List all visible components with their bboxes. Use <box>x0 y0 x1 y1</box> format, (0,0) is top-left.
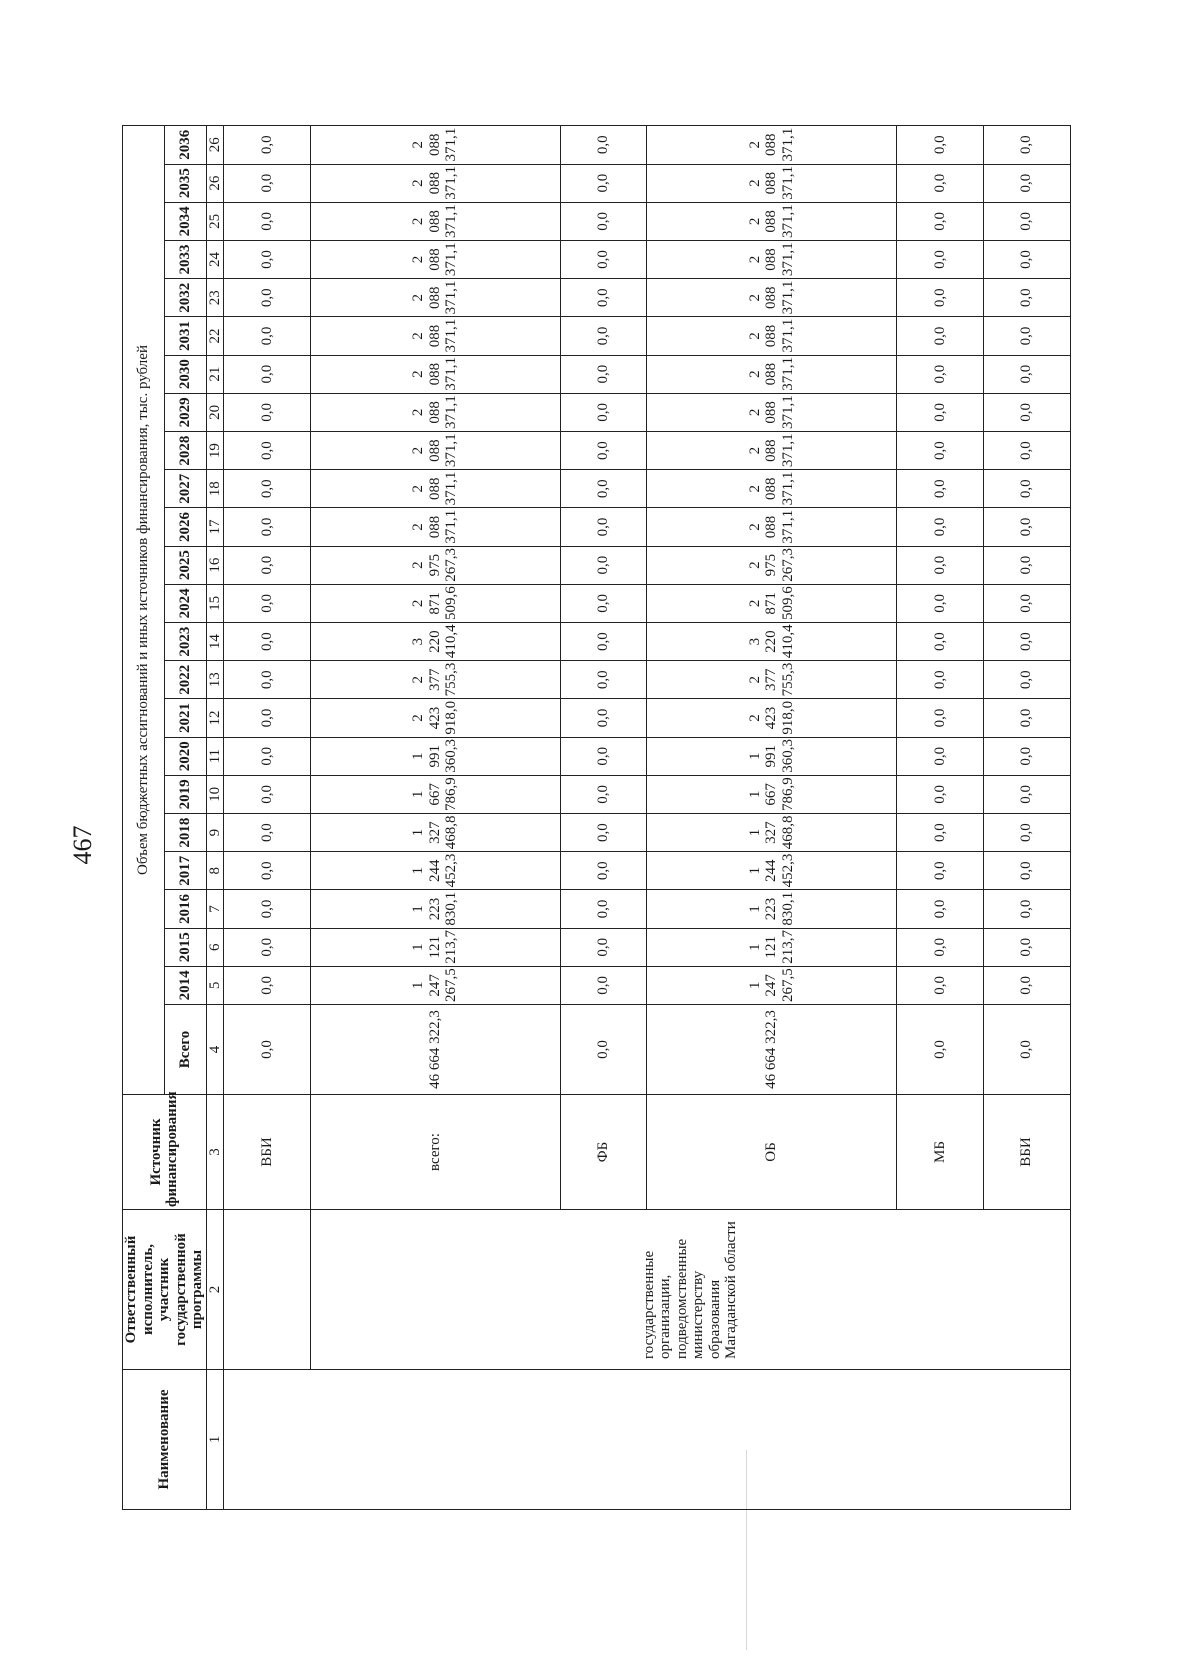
value-cell: 0,0 <box>560 164 647 202</box>
value-cell: 0,0 <box>224 584 311 622</box>
value-cell: 0,0 <box>897 317 984 355</box>
total-cell: 0,0 <box>897 1005 984 1095</box>
value-cell: 0,0 <box>224 355 311 393</box>
value-cell: 2 088 371,1 <box>310 317 560 355</box>
value-cell: 0,0 <box>983 508 1070 546</box>
column-number: 6 <box>206 928 224 966</box>
value-cell: 0,0 <box>224 737 311 775</box>
column-number: 18 <box>206 470 224 508</box>
value-cell: 2 088 371,1 <box>647 240 897 278</box>
value-cell: 0,0 <box>983 279 1070 317</box>
value-cell: 0,0 <box>897 813 984 851</box>
value-cell: 0,0 <box>897 775 984 813</box>
value-cell: 0,0 <box>560 775 647 813</box>
value-cell: 2 975 267,3 <box>647 546 897 584</box>
value-cell: 0,0 <box>560 622 647 660</box>
value-cell: 2 088 371,1 <box>310 279 560 317</box>
value-cell: 0,0 <box>983 737 1070 775</box>
value-cell: 2 088 371,1 <box>647 317 897 355</box>
value-cell: 0,0 <box>897 431 984 469</box>
value-cell: 1 991 360,3 <box>647 737 897 775</box>
header-year: 2033 <box>164 240 206 278</box>
value-cell: 0,0 <box>224 622 311 660</box>
header-year: 2027 <box>164 470 206 508</box>
value-cell: 2 088 371,1 <box>647 355 897 393</box>
value-cell: 2 088 371,1 <box>310 202 560 240</box>
value-cell: 0,0 <box>560 279 647 317</box>
source-cell: ОБ <box>647 1095 897 1210</box>
value-cell: 0,0 <box>560 852 647 890</box>
total-cell: 0,0 <box>560 1005 647 1095</box>
value-cell: 1 991 360,3 <box>310 737 560 775</box>
value-cell: 0,0 <box>897 852 984 890</box>
column-number: 13 <box>206 661 224 699</box>
value-cell: 0,0 <box>983 126 1070 165</box>
total-cell: 0,0 <box>983 1005 1070 1095</box>
value-cell: 0,0 <box>897 202 984 240</box>
header-year: 2024 <box>164 584 206 622</box>
header-year: 2030 <box>164 355 206 393</box>
value-cell: 1 244 452,3 <box>310 852 560 890</box>
value-cell: 2 088 371,1 <box>310 393 560 431</box>
value-cell: 0,0 <box>560 431 647 469</box>
value-cell: 0,0 <box>560 813 647 851</box>
header-year: 2034 <box>164 202 206 240</box>
header-year: 2032 <box>164 279 206 317</box>
header-responsible: Ответственный исполнитель, участник государственной программы <box>123 1210 207 1370</box>
header-year: 2021 <box>164 699 206 737</box>
value-cell: 0,0 <box>897 508 984 546</box>
page-number: 467 <box>68 825 97 865</box>
value-cell: 0,0 <box>560 928 647 966</box>
value-cell: 0,0 <box>897 546 984 584</box>
header-year: 2014 <box>164 966 206 1004</box>
column-number: 1 <box>206 1370 224 1510</box>
value-cell: 2 088 371,1 <box>310 470 560 508</box>
value-cell: 2 088 371,1 <box>310 355 560 393</box>
source-cell: всего: <box>310 1095 560 1210</box>
column-number: 21 <box>206 355 224 393</box>
value-cell: 0,0 <box>897 661 984 699</box>
column-number: 26 <box>206 126 224 165</box>
value-cell: 0,0 <box>224 393 311 431</box>
value-cell: 0,0 <box>224 240 311 278</box>
value-cell: 0,0 <box>560 661 647 699</box>
value-cell: 1 121 213,7 <box>647 928 897 966</box>
financing-table-wrapper <box>122 125 1035 1510</box>
value-cell: 1 244 452,3 <box>647 852 897 890</box>
column-number: 10 <box>206 775 224 813</box>
financing-table-rotated <box>122 125 1035 1510</box>
value-cell: 0,0 <box>224 126 311 165</box>
column-number: 15 <box>206 584 224 622</box>
header-year: 2015 <box>164 928 206 966</box>
column-number: 25 <box>206 202 224 240</box>
value-cell: 1 121 213,7 <box>310 928 560 966</box>
value-cell: 0,0 <box>897 699 984 737</box>
value-cell: 0,0 <box>897 355 984 393</box>
value-cell: 2 088 371,1 <box>310 164 560 202</box>
value-cell: 0,0 <box>983 202 1070 240</box>
value-cell: 0,0 <box>983 355 1070 393</box>
value-cell: 0,0 <box>983 966 1070 1004</box>
value-cell: 1 327 468,8 <box>647 813 897 851</box>
value-cell: 0,0 <box>897 928 984 966</box>
value-cell: 2 423 918,0 <box>647 699 897 737</box>
value-cell: 0,0 <box>560 355 647 393</box>
column-number: 11 <box>206 737 224 775</box>
value-cell: 0,0 <box>897 737 984 775</box>
value-cell: 0,0 <box>224 852 311 890</box>
value-cell: 0,0 <box>560 470 647 508</box>
value-cell: 0,0 <box>897 393 984 431</box>
value-cell: 0,0 <box>897 240 984 278</box>
value-cell: 0,0 <box>560 546 647 584</box>
header-year: 2031 <box>164 317 206 355</box>
value-cell: 2 377 755,3 <box>310 661 560 699</box>
column-number: 2 <box>206 1210 224 1370</box>
value-cell: 0,0 <box>224 431 311 469</box>
value-cell: 0,0 <box>224 813 311 851</box>
value-cell: 0,0 <box>983 775 1070 813</box>
header-row-1 <box>123 126 165 1510</box>
column-number: 4 <box>206 1005 224 1095</box>
table-row <box>224 126 311 1510</box>
column-number: 14 <box>206 622 224 660</box>
header-year: 2017 <box>164 852 206 890</box>
value-cell: 0,0 <box>560 126 647 165</box>
value-cell: 1 667 786,9 <box>310 775 560 813</box>
value-cell: 0,0 <box>560 202 647 240</box>
source-cell: ВБИ <box>983 1095 1070 1210</box>
value-cell: 0,0 <box>224 164 311 202</box>
column-number: 24 <box>206 240 224 278</box>
value-cell: 2 088 371,1 <box>647 164 897 202</box>
value-cell: 0,0 <box>897 126 984 165</box>
value-cell: 2 088 371,1 <box>310 126 560 165</box>
value-cell: 2 088 371,1 <box>647 431 897 469</box>
value-cell: 2 088 371,1 <box>647 470 897 508</box>
value-cell: 0,0 <box>983 622 1070 660</box>
header-year: 2020 <box>164 737 206 775</box>
value-cell: 0,0 <box>560 317 647 355</box>
header-total: Всего <box>164 1005 206 1095</box>
column-number: 5 <box>206 966 224 1004</box>
column-number: 26 <box>206 164 224 202</box>
value-cell: 0,0 <box>224 279 311 317</box>
value-cell: 0,0 <box>560 393 647 431</box>
value-cell: 0,0 <box>897 584 984 622</box>
value-cell: 0,0 <box>560 966 647 1004</box>
total-cell: 0,0 <box>224 1005 311 1095</box>
header-year: 2023 <box>164 622 206 660</box>
value-cell: 0,0 <box>560 240 647 278</box>
value-cell: 0,0 <box>224 546 311 584</box>
value-cell: 0,0 <box>983 317 1070 355</box>
name-cell <box>224 1370 1071 1510</box>
source-cell: ВБИ <box>224 1095 311 1210</box>
value-cell: 0,0 <box>983 584 1070 622</box>
column-number: 12 <box>206 699 224 737</box>
header-year: 2018 <box>164 813 206 851</box>
header-year: 2019 <box>164 775 206 813</box>
value-cell: 0,0 <box>983 890 1070 928</box>
value-cell: 3 220 410,4 <box>647 622 897 660</box>
source-cell: МБ <box>897 1095 984 1210</box>
value-cell: 0,0 <box>560 584 647 622</box>
header-year: 2035 <box>164 164 206 202</box>
value-cell: 0,0 <box>897 966 984 1004</box>
column-number: 20 <box>206 393 224 431</box>
value-cell: 0,0 <box>224 202 311 240</box>
value-cell: 0,0 <box>897 164 984 202</box>
value-cell: 1 247 267,5 <box>647 966 897 1004</box>
financing-table <box>122 125 1071 1510</box>
value-cell: 0,0 <box>224 470 311 508</box>
value-cell: 0,0 <box>983 164 1070 202</box>
value-cell: 0,0 <box>897 470 984 508</box>
value-cell: 0,0 <box>560 699 647 737</box>
header-name: Наименование <box>123 1370 207 1510</box>
value-cell: 0,0 <box>224 317 311 355</box>
value-cell: 2 975 267,3 <box>310 546 560 584</box>
value-cell: 0,0 <box>560 737 647 775</box>
value-cell: 2 871 509,6 <box>647 584 897 622</box>
value-cell: 2 088 371,1 <box>310 431 560 469</box>
value-cell: 2 088 371,1 <box>647 279 897 317</box>
value-cell: 1 247 267,5 <box>310 966 560 1004</box>
value-cell: 0,0 <box>983 813 1070 851</box>
header-year: 2036 <box>164 126 206 165</box>
column-number: 9 <box>206 813 224 851</box>
responsible-cell-empty <box>224 1210 311 1370</box>
column-number: 23 <box>206 279 224 317</box>
value-cell: 3 220 410,4 <box>310 622 560 660</box>
value-cell: 0,0 <box>983 546 1070 584</box>
value-cell: 2 871 509,6 <box>310 584 560 622</box>
value-cell: 0,0 <box>983 470 1070 508</box>
column-number: 3 <box>206 1095 224 1210</box>
column-number: 22 <box>206 317 224 355</box>
total-cell: 46 664 322,3 <box>310 1005 560 1095</box>
column-number: 16 <box>206 546 224 584</box>
header-year: 2028 <box>164 431 206 469</box>
value-cell: 0,0 <box>983 661 1070 699</box>
value-cell: 2 088 371,1 <box>647 126 897 165</box>
value-cell: 1 667 786,9 <box>647 775 897 813</box>
value-cell: 0,0 <box>897 279 984 317</box>
value-cell: 0,0 <box>224 508 311 546</box>
value-cell: 0,0 <box>224 890 311 928</box>
value-cell: 0,0 <box>983 431 1070 469</box>
header-volume: Объем бюджетных ассигнований и иных источников финансирования, тыс. рублей <box>123 126 165 1095</box>
value-cell: 0,0 <box>983 928 1070 966</box>
value-cell: 0,0 <box>224 966 311 1004</box>
column-number: 7 <box>206 890 224 928</box>
header-year: 2029 <box>164 393 206 431</box>
table-row <box>310 126 560 1510</box>
value-cell: 2 423 918,0 <box>310 699 560 737</box>
responsible-cell: государственные организации, подведомственные министерству образования Магаданской области <box>310 1210 1070 1370</box>
value-cell: 2 088 371,1 <box>647 393 897 431</box>
value-cell: 0,0 <box>560 508 647 546</box>
column-number: 8 <box>206 852 224 890</box>
value-cell: 1 223 830,1 <box>647 890 897 928</box>
column-number-row <box>206 126 224 1510</box>
value-cell: 2 088 371,1 <box>310 508 560 546</box>
source-cell: ФБ <box>560 1095 647 1210</box>
value-cell: 0,0 <box>983 699 1070 737</box>
header-year: 2016 <box>164 890 206 928</box>
value-cell: 0,0 <box>224 775 311 813</box>
header-year: 2025 <box>164 546 206 584</box>
value-cell: 2 088 371,1 <box>647 508 897 546</box>
column-number: 17 <box>206 508 224 546</box>
value-cell: 0,0 <box>897 622 984 660</box>
value-cell: 2 377 755,3 <box>647 661 897 699</box>
value-cell: 0,0 <box>897 890 984 928</box>
header-year: 2026 <box>164 508 206 546</box>
value-cell: 1 223 830,1 <box>310 890 560 928</box>
value-cell: 2 088 371,1 <box>310 240 560 278</box>
value-cell: 0,0 <box>224 661 311 699</box>
column-number: 19 <box>206 431 224 469</box>
value-cell: 1 327 468,8 <box>310 813 560 851</box>
table-body <box>224 126 1071 1510</box>
value-cell: 0,0 <box>224 699 311 737</box>
value-cell: 0,0 <box>983 852 1070 890</box>
header-year: 2022 <box>164 661 206 699</box>
value-cell: 0,0 <box>983 240 1070 278</box>
header-source: Источник финансирования <box>123 1095 207 1210</box>
value-cell: 0,0 <box>983 393 1070 431</box>
value-cell: 2 088 371,1 <box>647 202 897 240</box>
total-cell: 46 664 322,3 <box>647 1005 897 1095</box>
value-cell: 0,0 <box>224 928 311 966</box>
value-cell: 0,0 <box>560 890 647 928</box>
